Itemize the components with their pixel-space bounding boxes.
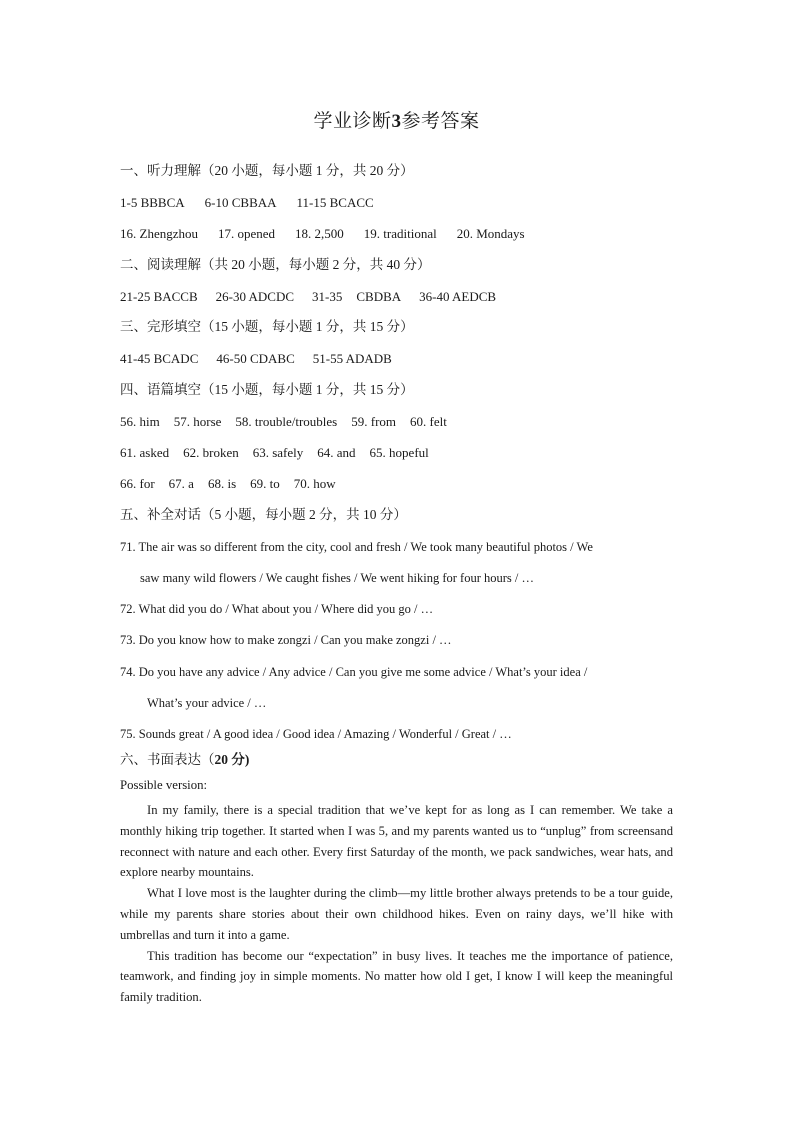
answer-item: 61. asked (120, 445, 170, 460)
answer-item: 66. for (120, 476, 155, 491)
answer-item: 68. is (207, 476, 237, 491)
answer-item: 62. broken (183, 445, 239, 460)
model-essay (120, 800, 673, 1008)
possible-version-label: Possible version: (120, 778, 208, 792)
answer-row-passage-2 (120, 444, 429, 462)
essay-paragraph: In my family, there is a special tradition that we’ve kept for as long as I can remember. We take a monthly hiking trip together. It started when I was 5, and my parents wanted us to “unplug” from screensand reconnect with nature and each other. Every first Saturday of the month, we pack sandwiches, wear hats, and explore nearby mountains. (120, 803, 673, 880)
answer-row-cloze-1 (120, 350, 392, 368)
answer-row-passage-3 (120, 475, 336, 493)
answer-group: 36-40 AEDCB (419, 289, 497, 304)
answer-item: 70. how (293, 476, 336, 491)
answer-71-line2: saw many wild flowers / We caught fishes / We went hiking for four hours / … (140, 571, 534, 585)
answer-group: 41-45 BCADC (120, 351, 199, 366)
answer-group: 21-25 BACCB (120, 289, 198, 304)
section-heading-writing (120, 751, 249, 769)
answer-item: 69. to (250, 476, 280, 491)
answer-item: 60. felt (410, 414, 447, 429)
answer-item: 63. safely (252, 445, 304, 460)
section-heading-listening: 一、听力理解（20 小题，每小题 1 分，共 20 分） (120, 163, 414, 178)
answer-item: 59. from (351, 414, 397, 429)
answer-item: 16. Zhengzhou (120, 226, 198, 241)
writing-heading-prefix: 六、书面表达（ (120, 752, 215, 767)
answer-group: 51-55 ADADB (312, 351, 392, 366)
answer-item: 64. and (317, 445, 356, 460)
answer-item: 17. opened (217, 226, 276, 241)
answer-item: 67. a (168, 476, 194, 491)
answer-group: 31-35 (312, 289, 343, 304)
answer-group: 1-5 BBBCA (120, 195, 185, 210)
answer-group: 11-15 BCACC (296, 195, 374, 210)
answer-item: 65. hopeful (369, 445, 429, 460)
answer-73: 73. Do you know how to make zongzi / Can you make zongzi / … (120, 633, 452, 647)
title-number: 3 (391, 111, 402, 132)
section-heading-dialogue: 五、补全对话（5 小题，每小题 2 分，共 10 分） (120, 507, 407, 522)
answer-row-listening-1 (120, 194, 374, 212)
answer-71-line1: 71. The air was so different from the city, cool and fresh / We took many beautiful photos / We (120, 540, 593, 554)
answer-row-passage-1 (120, 413, 447, 431)
answer-item: 58. trouble/troubles (235, 414, 338, 429)
section-heading-cloze: 三、完形填空（15 小题，每小题 1 分，共 15 分） (120, 319, 414, 334)
answer-item: 18. 2,500 (295, 226, 344, 241)
answer-row-listening-2 (120, 225, 525, 243)
answer-72: 72. What did you do / What about you / Where did you go / … (120, 602, 434, 616)
answer-item: 57. horse (173, 414, 222, 429)
answer-item: 56. him (120, 414, 160, 429)
answer-group: CBDBA (356, 289, 402, 304)
answer-74-line2: What’s your advice / … (147, 696, 267, 710)
writing-heading-score: 20 分) (214, 752, 250, 767)
answer-group: 26-30 ADCDC (215, 289, 295, 304)
answer-item: 20. Mondays (456, 226, 525, 241)
answer-row-reading-1 (120, 288, 496, 306)
page-title (0, 106, 793, 133)
section-heading-reading: 二、阅读理解（共 20 小题，每小题 2 分，共 40 分） (120, 257, 431, 272)
answer-group: 6-10 CBBAA (204, 195, 277, 210)
essay-paragraph: This tradition has become our “expectation” in busy lives. It teaches me the importance of patience, teamwork, and finding joy in simple moments. No matter how old I get, I know I will keep the meaningful family tradition. (120, 948, 673, 1005)
section-heading-passage-fill: 四、语篇填空（15 小题，每小题 1 分，共 15 分） (120, 382, 414, 397)
essay-paragraph: What I love most is the laughter during the climb—my little brother always pretends to be a tour guide, while my parents share stories about their own childhood hikes. Even on rainy days, we’ll hike with umbrellas and turn it into a game. (120, 886, 673, 942)
answer-74-line1: 74. Do you have any advice / Any advice / Can you give me some advice / What’s your idea / (120, 665, 588, 679)
answer-item: 19. traditional (363, 226, 437, 241)
title-suffix: 参考答案 (401, 111, 480, 132)
title-prefix: 学业诊断 (313, 111, 392, 132)
answer-75: 75. Sounds great / A good idea / Good idea / Amazing / Wonderful / Great / … (120, 727, 512, 741)
answer-group: 46-50 CDABC (216, 351, 295, 366)
